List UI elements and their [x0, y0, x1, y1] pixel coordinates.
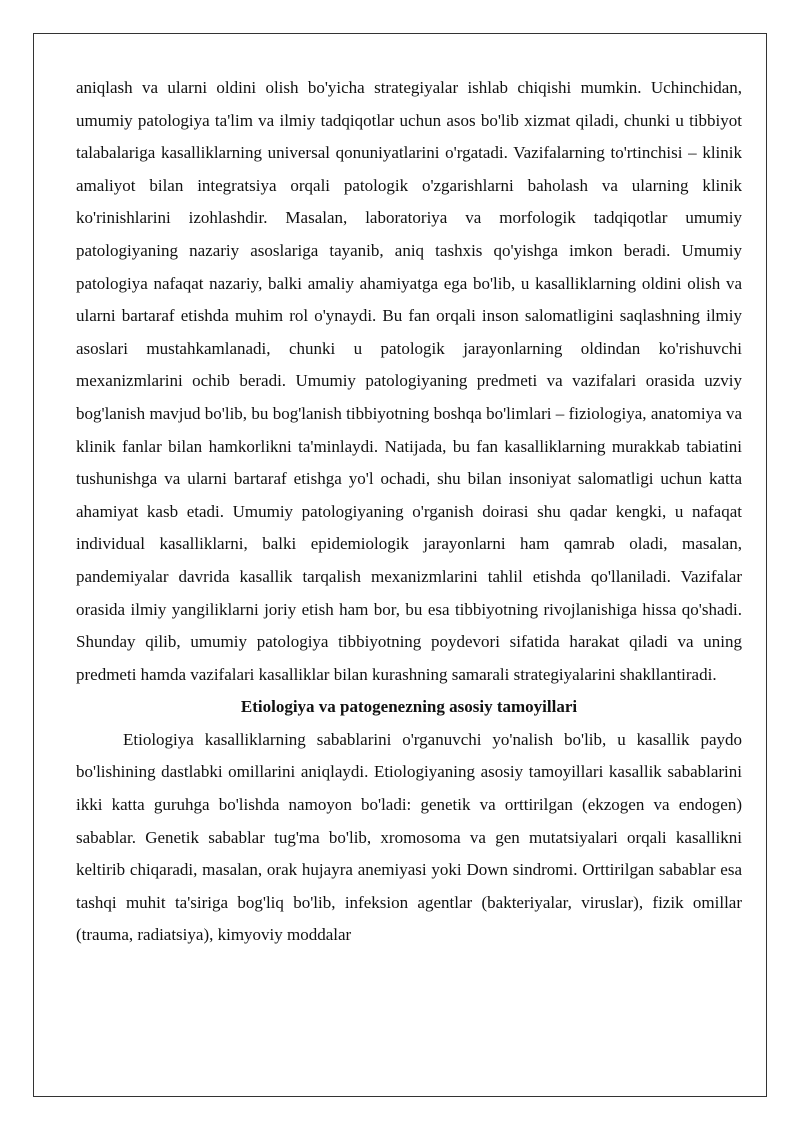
- body-paragraph: Etiologiya kasalliklarning sabablarini o'rganuvchi yo'nalish bo'lib, u kasallik paydo bo'lishining dastlabki omillarini aniqlaydi. Etiologiyaning asosiy tamoyillari kasallik sabablarini ikki katta guruhga bo'lishda namoyon bo'ladi: genetik va orttirilgan (ekzogen va endogen) sabablar. Genetik sabablar tug'ma bo'lib, xromosoma va gen mutatsiyalari orqali kasallikni keltirib chiqaradi, masalan, orak hujayra anemiyasi yoki Down sindromi. Orttirilgan sabablar esa tashqi muhit ta'siriga bog'liq bo'lib, infeksion agentlar (bakteriyalar, viruslar), fizik omillar (trauma, radiatsiya), kimyoviy moddalar: [76, 729, 742, 945]
- section-heading: Etiologiya va patogenezning asosiy tamoyillari: [240, 697, 578, 717]
- document-body: [76, 72, 742, 952]
- body-paragraph: aniqlash va ularni oldini olish bo'yicha strategiyalar ishlab chiqishi mumkin. Uchinchidan, umumiy patologiya ta'lim va ilmiy tadqiqotlar uchun asos bo'lib xizmat qiladi, chunki u tibbiyot talabalariga kasalliklarning universal qonuniyatlarini o'rgatadi. Vazifalarning to'rtinchisi – klinik amaliyot bilan integratsiya orqali patologik o'zgarishlarni baholash va ularning klinik ko'rinishlarini izohlashdir. Masalan, laboratoriya va morfologik tadqiqotlar umumiy patologiyaning nazariy asoslariga tayanib, aniq tashxis qo'yishga imkon beradi. Umumiy patologiya nafaqat nazariy, balki amaliy ahamiyatga ega bo'lib, u kasalliklarning oldini olish va ularni bartaraf etishda muhim rol o'ynaydi. Bu fan orqali inson salomatligini saqlashning ilmiy asoslari mustahkamlanadi, chunki u patologik jarayonlarning oldindan ko'rishuvchi mexanizmlarini ochib beradi. Umumiy patologiyaning predmeti va vazifalari orasida uzviy bog'lanish mavjud bo'lib, bu bog'lanish tibbiyotning boshqa bo'limlari – fiziologiya, anatomiya va klinik fanlar bilan hamkorlikni ta'minlaydi. Natijada, bu fan kasalliklarning murakkab tabiatini tushunishga va ularni bartaraf etishga yo'l ochadi, shu bilan insoniyat salomatligi uchun katta ahamiyat kasb etadi. Umumiy patologiyaning o'rganish doirasi shu qadar kengki, u nafaqat individual kasalliklarni, balki epidemiologik jarayonlarni ham qamrab oladi, masalan, pandemiyalar davrida kasallik tarqalish mexanizmlarini tahlil etishda qo'llaniladi. Vazifalar orasida ilmiy yangiliklarni joriy etish ham bor, bu esa tibbiyotning rivojlanishiga hissa qo'shadi. Shunday qilib, umumiy patologiya tibbiyotning poydevori sifatida harakat qiladi va uning predmeti hamda vazifalari kasalliklar bilan kurashning samarali strategiyalarini shakllantiradi.: [76, 78, 742, 684]
